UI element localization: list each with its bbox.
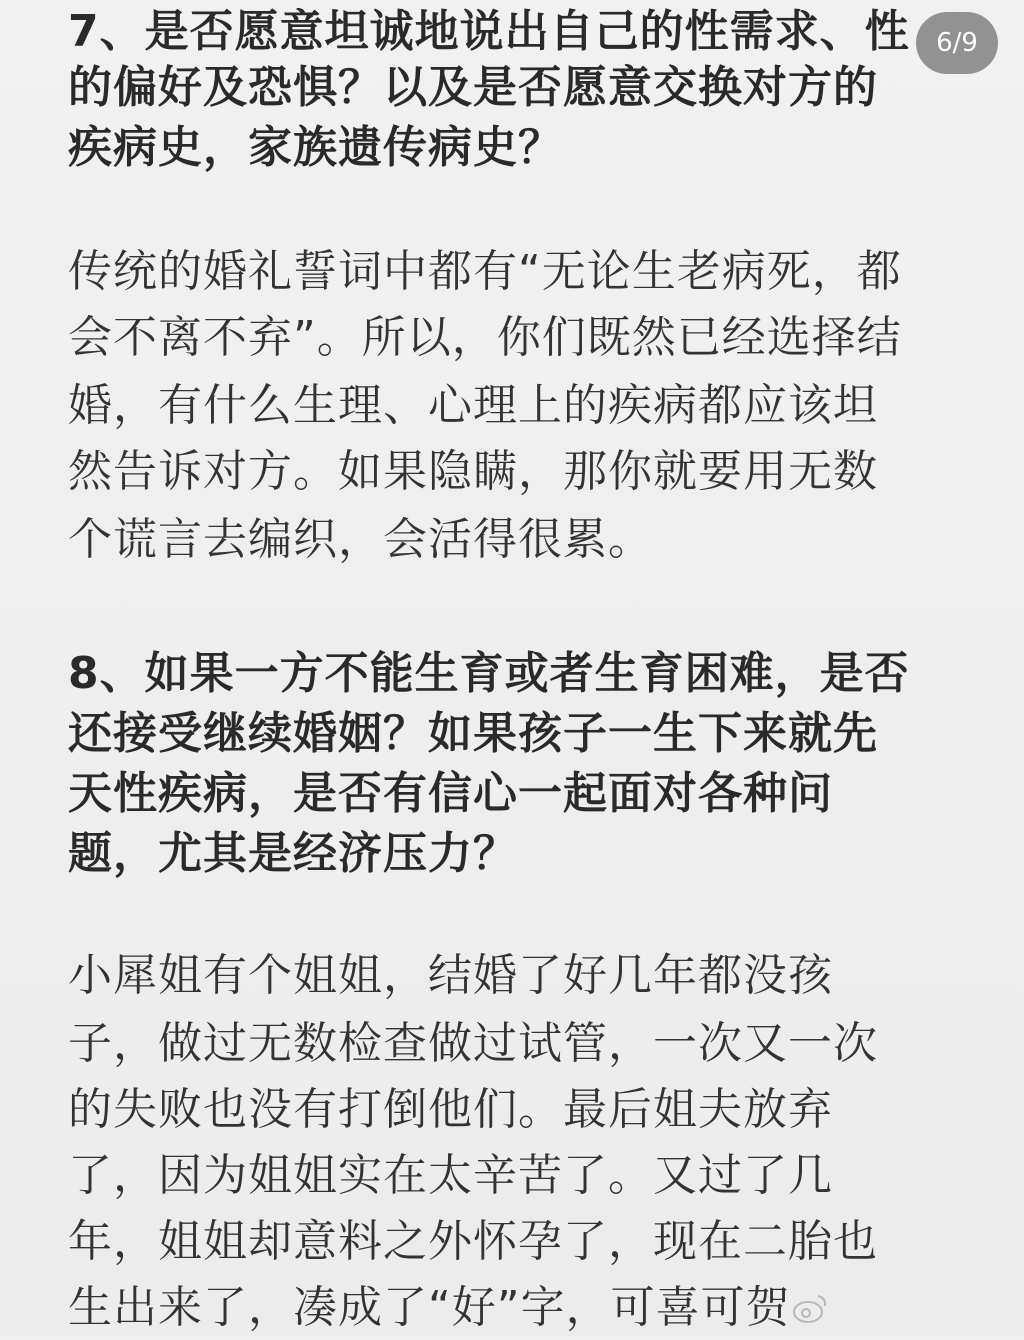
paragraph-8-line-4: 了，因为姐姐实在太辛苦了。又过了几 — [68, 1150, 833, 1201]
paragraph-7-line-2: 会不离不弃”。所以，你们既然已经选择结 — [68, 312, 902, 363]
question-8-line-3: 天性疾病，是否有信心一起面对各种问 — [68, 768, 833, 819]
question-7-line-1: 7、是否愿意坦诚地说出自己的性需求、性 — [68, 6, 910, 57]
paragraph-7-line-5: 个谎言去编织，会活得很累。 — [68, 514, 653, 565]
paragraph-7-line-3: 婚，有什么生理、心理上的疾病都应该坦 — [68, 380, 878, 431]
weibo-watermark-icon — [790, 1290, 830, 1326]
question-7-line-2: 的偏好及恐惧？以及是否愿意交换对方的 — [68, 62, 878, 113]
paragraph-7-line-1: 传统的婚礼誓词中都有“无论生老病死，都 — [68, 246, 902, 297]
paragraph-8-line-1: 小犀姐有个姐姐，结婚了好几年都没孩 — [68, 950, 833, 1001]
question-8-line-1: 8、如果一方不能生育或者生育困难，是否 — [68, 648, 910, 699]
paragraph-8-line-6: 生出来了，凑成了“好”字，可喜可贺 — [68, 1282, 791, 1333]
paragraph-7-line-4: 然告诉对方。如果隐瞒，那你就要用无数 — [68, 446, 878, 497]
question-7-line-3: 疾病史，家族遗传病史？ — [68, 122, 563, 173]
paragraph-8-line-2: 子，做过无数检查做过试管，一次又一次 — [68, 1018, 878, 1069]
question-8-line-2: 还接受继续婚姻？如果孩子一生下来就先 — [68, 708, 878, 759]
paragraph-8-line-3: 的失败也没有打倒他们。最后姐夫放弃 — [68, 1084, 833, 1135]
paragraph-8-line-5: 年，姐姐却意料之外怀孕了，现在二胎也 — [68, 1216, 878, 1267]
page-indicator-badge: 6/9 — [916, 12, 998, 74]
question-8-line-4: 题，尤其是经济压力？ — [68, 828, 518, 879]
